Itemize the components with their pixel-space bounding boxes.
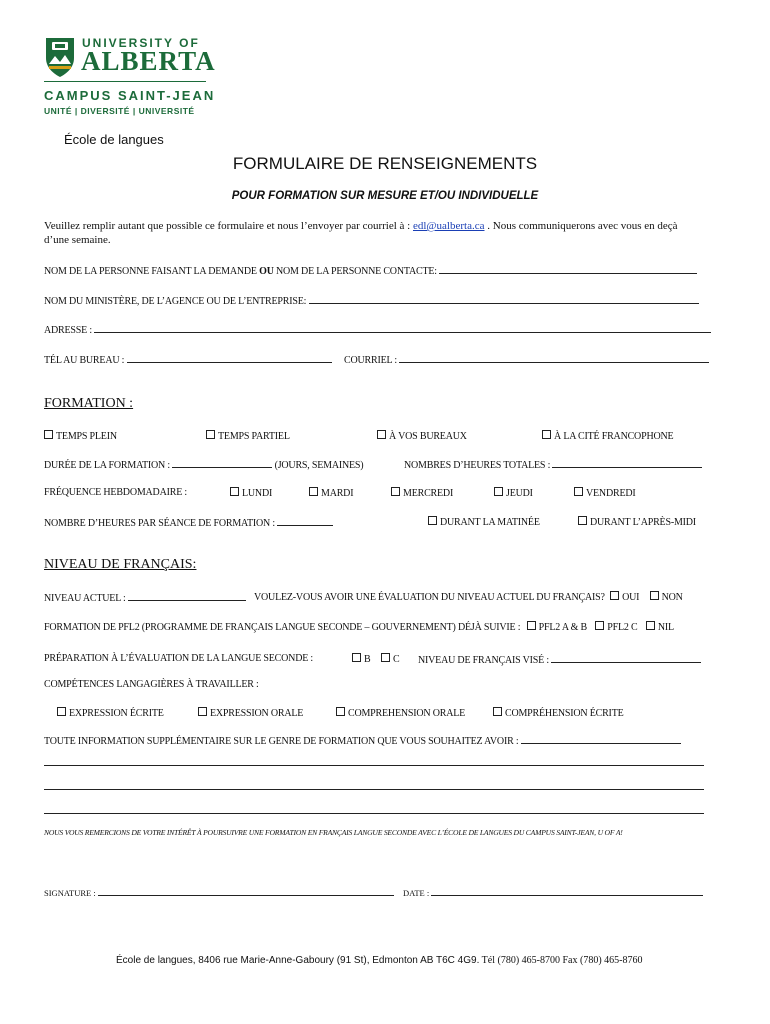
hours-per-session-label: NOMBRE D’HEURES PAR SÉANCE DE FORMATION : bbox=[44, 518, 275, 529]
evaluation-question bbox=[254, 591, 683, 603]
page-subtitle: POUR FORMATION SUR MESURE ET/OU INDIVIDUELLE bbox=[231, 190, 539, 202]
skill-label: COMPRÉHENSION ÉCRITE bbox=[505, 708, 624, 719]
logo-divider bbox=[44, 81, 206, 82]
additional-info-field bbox=[44, 734, 681, 747]
checkbox-icon[interactable] bbox=[381, 653, 390, 662]
option-label: À VOS BUREAUX bbox=[389, 431, 467, 442]
niveau-heading: NIVEAU DE FRANÇAIS: bbox=[44, 557, 197, 572]
skill-label: EXPRESSION ORALE bbox=[210, 708, 304, 719]
checkbox-icon[interactable] bbox=[391, 487, 400, 496]
option-label: TEMPS PARTIEL bbox=[218, 431, 290, 442]
requester-label-b: NOM DE LA PERSONNE CONTACTE: bbox=[273, 266, 437, 277]
footer bbox=[116, 955, 642, 966]
signature-label: SIGNATURE : bbox=[44, 888, 96, 898]
logo-line2: ALBERTA bbox=[81, 46, 216, 76]
ministry-label: NOM DU MINISTÈRE, DE L’AGENCE OU DE L’ENTREPRISE: bbox=[44, 296, 307, 307]
requester-field bbox=[44, 264, 697, 277]
requester-label-a: NOM DE LA PERSONNE FAISANT LA DEMANDE bbox=[44, 266, 260, 277]
current-level-label: NIVEAU ACTUEL : bbox=[44, 593, 126, 604]
eval-yes[interactable] bbox=[610, 592, 639, 603]
day-wednesday[interactable] bbox=[391, 487, 453, 499]
checkbox-icon[interactable] bbox=[44, 430, 53, 439]
additional-line-2[interactable] bbox=[44, 789, 704, 790]
additional-line-1[interactable] bbox=[44, 765, 704, 766]
eval-yes-label: OUI bbox=[622, 592, 640, 603]
target-level-input[interactable] bbox=[551, 653, 701, 663]
checkbox-icon[interactable] bbox=[336, 707, 345, 716]
additional-info-label: TOUTE INFORMATION SUPPLÉMENTAIRE SUR LE GENRE DE FORMATION QUE VOUS SOUHAITEZ AVOIR : bbox=[44, 736, 519, 747]
checkbox-icon[interactable] bbox=[578, 516, 587, 525]
ministry-field bbox=[44, 294, 699, 307]
day-friday[interactable] bbox=[574, 487, 636, 499]
current-level-field bbox=[44, 591, 246, 604]
shield-icon bbox=[44, 36, 76, 78]
email-field bbox=[344, 353, 709, 366]
duration-field bbox=[44, 458, 363, 471]
day-thursday[interactable] bbox=[494, 487, 533, 499]
checkbox-icon[interactable] bbox=[198, 707, 207, 716]
email-label: COURRIEL : bbox=[344, 355, 397, 366]
footer-address: École de langues, 8406 rue Marie-Anne-Gaboury (91 St), Edmonton AB T6C 4G9. bbox=[116, 955, 480, 966]
requester-label-or: OU bbox=[259, 266, 274, 277]
pfl2-ab[interactable] bbox=[527, 622, 587, 633]
total-hours-input[interactable] bbox=[552, 458, 702, 468]
phone-field bbox=[44, 353, 332, 366]
checkbox-icon[interactable] bbox=[309, 487, 318, 496]
option-cite-francophone[interactable] bbox=[542, 430, 673, 442]
pfl2-nil[interactable] bbox=[646, 622, 674, 633]
total-hours-field bbox=[404, 458, 702, 471]
checkbox-icon[interactable] bbox=[574, 487, 583, 496]
intro-before: Veuillez remplir autant que possible ce formulaire et nous l’envoyer par courriel à : bbox=[44, 220, 413, 232]
prep-b-label: B bbox=[364, 654, 371, 665]
checkbox-icon[interactable] bbox=[206, 430, 215, 439]
address-field bbox=[44, 323, 711, 336]
phone-input[interactable] bbox=[127, 353, 332, 363]
option-your-offices[interactable] bbox=[377, 430, 467, 442]
day-tuesday[interactable] bbox=[309, 487, 353, 499]
checkbox-icon[interactable] bbox=[377, 430, 386, 439]
school-name: École de langues bbox=[64, 132, 164, 147]
period-label: DURANT LA MATINÉE bbox=[440, 517, 540, 528]
intro-after: . Nous communiquerons avec vous en deçà bbox=[484, 220, 678, 232]
option-label: TEMPS PLEIN bbox=[56, 431, 117, 442]
checkbox-icon[interactable] bbox=[493, 707, 502, 716]
hours-per-session-input[interactable] bbox=[277, 516, 333, 526]
logo-line1: UNIVERSITY OF bbox=[82, 36, 200, 50]
checkbox-icon[interactable] bbox=[352, 653, 361, 662]
checkbox-icon[interactable] bbox=[230, 487, 239, 496]
duration-unit: (JOURS, SEMAINES) bbox=[274, 460, 364, 471]
day-label: MARDI bbox=[321, 488, 354, 499]
pfl2-question bbox=[44, 621, 674, 633]
checkbox-icon[interactable] bbox=[595, 621, 604, 630]
day-label: LUNDI bbox=[242, 488, 273, 499]
period-morning[interactable] bbox=[428, 516, 540, 528]
skill-oral-expression[interactable] bbox=[198, 707, 303, 719]
checkbox-icon[interactable] bbox=[650, 591, 659, 600]
skill-label: COMPREHENSION ORALE bbox=[348, 708, 466, 719]
skill-oral-comprehension[interactable] bbox=[336, 707, 465, 719]
period-label: DURANT L’APRÈS-MIDI bbox=[590, 517, 696, 528]
day-monday[interactable] bbox=[230, 487, 272, 499]
pfl2-label: FORMATION DE PFL2 (PROGRAMME DE FRANÇAIS LANGUE SECONDE – GOUVERNEMENT) DÉJÀ SUIVIE : bbox=[44, 622, 521, 633]
day-label: MERCREDI bbox=[403, 488, 454, 499]
current-level-input[interactable] bbox=[128, 591, 246, 601]
skill-written-comprehension[interactable] bbox=[493, 707, 624, 719]
skill-label: EXPRESSION ÉCRITE bbox=[69, 708, 164, 719]
email-link[interactable]: edl@ualberta.ca bbox=[412, 220, 485, 232]
pfl2-c-label: PFL2 C bbox=[607, 622, 638, 633]
eval-no-label: NON bbox=[661, 592, 683, 603]
target-level-field bbox=[418, 653, 701, 666]
frequency-label: FRÉQUENCE HEBDOMADAIRE : bbox=[44, 487, 187, 498]
checkbox-icon[interactable] bbox=[57, 707, 66, 716]
page-title: FORMULAIRE DE RENSEIGNEMENTS bbox=[232, 154, 538, 173]
target-level-label: NIVEAU DE FRANÇAIS VISÉ : bbox=[418, 655, 549, 666]
skills-label: COMPÉTENCES LANGAGIÈRES À TRAVAILLER : bbox=[44, 679, 259, 690]
total-hours-label: NOMBRES D’HEURES TOTALES : bbox=[404, 460, 551, 471]
checkbox-icon[interactable] bbox=[527, 621, 536, 630]
checkbox-icon[interactable] bbox=[428, 516, 437, 525]
signature-input[interactable] bbox=[98, 886, 394, 896]
duration-label: DURÉE DE LA FORMATION : bbox=[44, 460, 170, 471]
checkbox-icon[interactable] bbox=[494, 487, 503, 496]
option-label: À LA CITÉ FRANCOPHONE bbox=[554, 431, 674, 442]
checkbox-icon[interactable] bbox=[646, 621, 655, 630]
pfl2-c[interactable] bbox=[595, 622, 637, 633]
phone-label: TÉL AU BUREAU : bbox=[44, 355, 125, 366]
intro-text bbox=[44, 220, 678, 232]
thanks-message: NOUS VOUS REMERCIONS DE VOTRE INTÉRÊT À POURSUIVRE UNE FORMATION EN FRANÇAIS LANGUE SECONDE AVEC L’ÉCOLE DE LANGUES DU CAMPUS SAINT-JEAN, U OF A! bbox=[44, 828, 623, 837]
day-label: JEUDI bbox=[506, 488, 533, 499]
evaluation-label: VOULEZ-VOUS AVOIR UNE ÉVALUATION DU NIVEAU ACTUEL DU FRANÇAIS? bbox=[254, 592, 605, 603]
checkbox-icon[interactable] bbox=[542, 430, 551, 439]
signature-field bbox=[44, 886, 394, 898]
date-field bbox=[403, 886, 703, 898]
address-input[interactable] bbox=[94, 323, 711, 333]
date-input[interactable] bbox=[431, 886, 703, 896]
university-logo bbox=[44, 34, 214, 124]
duration-input[interactable] bbox=[172, 458, 272, 468]
ministry-input[interactable] bbox=[309, 294, 699, 304]
option-full-time[interactable] bbox=[44, 430, 117, 442]
prep-c-label: C bbox=[393, 654, 400, 665]
prep-c[interactable] bbox=[381, 653, 399, 665]
additional-info-input[interactable] bbox=[521, 734, 681, 744]
campus-name: CAMPUS SAINT-JEAN bbox=[44, 88, 216, 103]
checkbox-icon[interactable] bbox=[610, 591, 619, 600]
intro-line2: d’une semaine. bbox=[44, 234, 111, 246]
option-part-time[interactable] bbox=[206, 430, 290, 442]
footer-phone: Tél (780) 465-8700 Fax (780) 465-8760 bbox=[479, 955, 643, 966]
email-input[interactable] bbox=[399, 353, 709, 363]
date-label: DATE : bbox=[403, 888, 430, 898]
skill-written-expression[interactable] bbox=[57, 707, 164, 719]
address-label: ADRESSE : bbox=[44, 325, 92, 336]
hours-per-session-field bbox=[44, 516, 333, 529]
pfl2-nil-label: NIL bbox=[657, 622, 674, 633]
pfl2-ab-label: PFL2 A & B bbox=[538, 622, 587, 633]
day-label: VENDREDI bbox=[586, 488, 636, 499]
campus-motto: UNITÉ | DIVERSITÉ | UNIVERSITÉ bbox=[44, 106, 195, 116]
additional-line-3[interactable] bbox=[44, 813, 704, 814]
prep-b[interactable] bbox=[352, 653, 370, 665]
period-afternoon[interactable] bbox=[578, 516, 696, 528]
eval-no[interactable] bbox=[650, 592, 683, 603]
prep-label: PRÉPARATION À L’ÉVALUATION DE LA LANGUE SECONDE : bbox=[44, 653, 314, 664]
formation-heading: FORMATION : bbox=[44, 396, 134, 411]
requester-input[interactable] bbox=[439, 264, 697, 274]
